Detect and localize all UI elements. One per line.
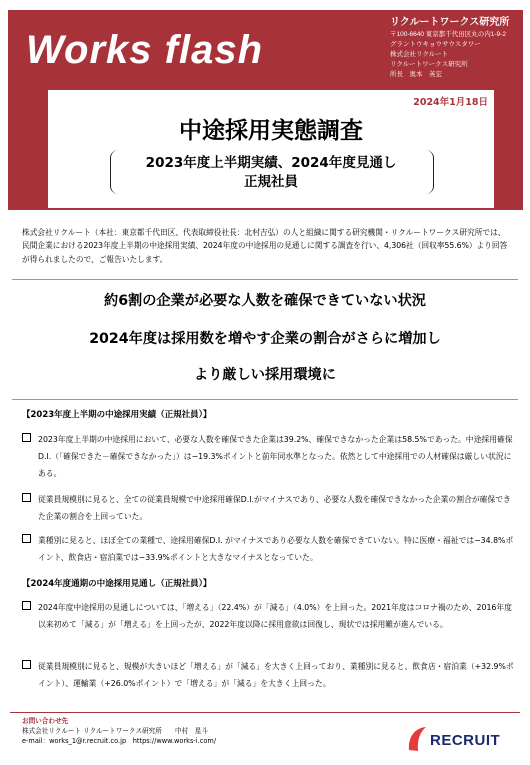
org-info [390,16,509,80]
divider [12,279,518,280]
headline-2: 2024年度は採用数を増やす企業の割合がさらに増加し [89,331,441,347]
checkbox-icon [22,601,31,610]
checkbox-icon [22,493,31,502]
bullet-text: 2024年度中途採用の見通しについては、「増える」（22.4%）が「減る」（4.0%）を上回った。2021年度はコロナ禍のため、2016年度以来初めて「減る」が「増える」を上回ったが、2022年度以降に採用意欲は回復し、現状では採用難が進んでいる。 [38,603,512,629]
org-line: グラントウキョウサウスタワー [390,41,481,48]
org-line: リクルートワークス研究所 [390,61,468,68]
bullet-text: 従業員規模別に見ると、規模が大きいほど「増える」が「減る」を大きく上回っており、業種別に見ると、飲食店・宿泊業（+32.9%ポイント）、運輸業（+26.0%ポイント）で「増える」が「減る」を大きく上回った。 [38,662,514,688]
contact-title: お問い合わせ先 [22,717,69,725]
org-name: リクルートワークス研究所 [390,17,510,28]
bullet-text: 従業員規模別に見ると、全ての従業員規模で中途採用確保D.I.がマイナスであり、必要な人数を確保できなかった企業の割合が確保できた企業の割合を上回っていた。 [38,495,511,521]
checkbox-icon [22,433,31,442]
org-line: 株式会社リクルート [390,51,449,58]
footer-divider [10,712,520,713]
header-banner [8,10,523,210]
publish-date: 2024年1月18日 [413,97,488,108]
recruit-logo [406,724,516,754]
title-box [48,90,494,208]
checkbox-icon [22,660,31,669]
bullet-item [22,599,516,633]
subtitle-line-1: 2023年度上半期実績、2024年度見通し [145,155,397,171]
recruit-wordmark: RECRUIT [430,732,501,749]
subtitle [48,154,494,192]
intro-paragraph: 株式会社リクルート（本社：東京都千代田区、代表取締役社長：北村吉弘）の人と組織に関する研究機関・リクルートワークス研究所では、民間企業における2023年度上半期の中途採用実績、2024年度の中途採用の見通しに関する調査を行い、4,306社（回収率55.6%）より回答が得られましたので、ご報告いたします。 [22,228,508,264]
contact-email-link[interactable]: e-mail：works_1@r.recruit.co.jp https://www.works-i.com/ [22,737,217,745]
headline-3: より厳しい採用環境に [194,367,336,383]
bullet-item [22,431,516,482]
contact-info [22,716,216,746]
works-flash-logo: Works flash [26,28,263,72]
subtitle-line-2: 正規社員 [244,174,298,190]
bullet-item [22,491,516,525]
section-heading: 【2023年度上半期の中途採用実績（正規社員）】 [22,410,212,420]
org-address: 〒100-6640 東京都千代田区丸の内1-9-2 [390,31,506,38]
bullet-text: 業種別に見ると、ほぼ全ての業種で、途採用確保D.I. がマイナスであり必要な人数を確保できていない。特に医療・福祉では−34.8%ポイント、飲食店・宿泊業では−33.9%ポイントと大きなマイナスとなっていた。 [38,536,514,562]
org-line: 所長 奥本 英宏 [390,71,442,78]
recruit-emblem-icon [406,724,428,754]
bullet-text: 2023年度上半期の中途採用において、必要な人数を確保できた企業は39.2%、確保できなかった企業は58.5%であった。中途採用確保D.I.（「確保できた－確保できなかった」）は−19.3%ポイントと前年同水準となった。依然として中途採用での人材確保は厳しい状況にある。 [38,435,513,478]
section-heading: 【2024年度通期の中途採用見通し（正規社員）】 [22,579,212,589]
page-title: 中途採用実態調査 [179,118,363,144]
divider [12,399,518,400]
bullet-item [22,658,516,692]
headline-1: 約6割の企業が必要な人数を確保できていない状況 [104,293,426,309]
bullet-item [22,532,516,566]
checkbox-icon [22,534,31,543]
contact-line: 株式会社リクルート リクルートワークス研究所 中村 星斗 [22,727,208,735]
